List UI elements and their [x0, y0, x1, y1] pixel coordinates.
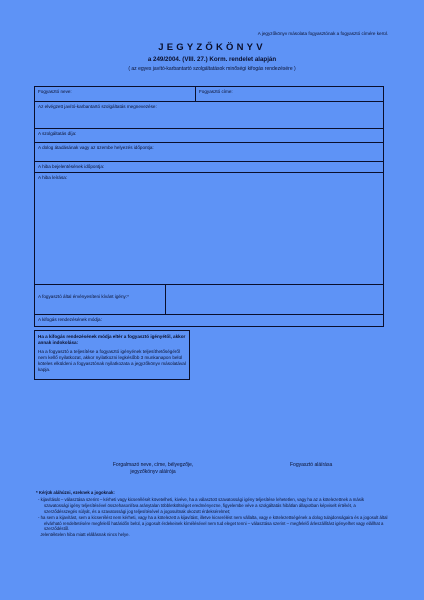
- notice-text: Ha a fogyasztó a teljesítése a fogyasztó igényének teljesíthetőségéről nem kellő nyilatkozat, akkor nyilatkozni legkésőbb 3 munkanapon belül köteles elküldeni a fogyasztónak nyilatkozata a jegyzőkönyv másolatával kapja.: [38, 349, 186, 372]
- service-fee-field[interactable]: [35, 129, 383, 143]
- service-desc-field[interactable]: [35, 102, 383, 129]
- settlement-field[interactable]: [35, 315, 383, 326]
- consumer-claim-field[interactable]: [165, 285, 383, 314]
- consumer-claim-row: [35, 285, 383, 315]
- footnote-title: * Kérjük aláhúzni, ezeknek a jogoknak:: [36, 490, 115, 495]
- settlement-label: A kifogás rendezésének módja:: [38, 317, 102, 322]
- defect-desc-field[interactable]: [35, 173, 383, 285]
- consumer-signature-label: Fogyasztó aláírása: [290, 462, 333, 468]
- consumer-address-field[interactable]: [196, 87, 236, 101]
- legal-basis: a 249/2004. (VIII. 27.) Korm. rendelet alapján: [147, 56, 277, 63]
- service-desc-label: Az elvégzett javító-karbantartó szolgáltatás megnevezése:: [38, 104, 157, 109]
- copy-note: A jegyzőkönyv másolata fogyasztónak a fogyasztó címére kerül.: [257, 31, 388, 36]
- report-form: [34, 86, 384, 327]
- footnote-item: Jelentéktelen hiba miatt elállásnak nincs helye.: [40, 532, 130, 538]
- consumer-address-label: Fogyasztó címe:: [199, 89, 233, 94]
- consumer-row: [35, 87, 383, 102]
- scope-note: ( az egyes javító-karbantartó szolgáltatások minőségi kifogás rendezésére ): [128, 66, 296, 72]
- defect-desc-label: A hiba leírása:: [38, 175, 68, 180]
- seller-signature-label: [88, 462, 218, 476]
- deviation-reason-text: Ha a kifogás rendezésének módja eltér a fogyasztó igényétől, akkor annak indokolása:: [38, 334, 186, 345]
- consumer-claim-label: A fogyasztó által érvényesíteni kívánt igény:*: [38, 294, 129, 299]
- seller-signature-line2: jegyzőkönyv aláírója: [130, 469, 176, 475]
- seller-signature-line1: Forgalmazó neve, címe, bélyegzője,: [112, 462, 194, 468]
- footnote-item: - ha sem a kijavítást, sem a kicserélést nem kérheti, vagy ha a kötelezett a kijavítást, illetve kicserélést nem vállalta, vagy e kötelezettségének a dolog tulajdonságaira és a jogosult által elvárható rendeltetésére megfelelő határidőn belül, a jogosult érdekeinek kímélésével nem tud eleget tenni – választása szerint – megfelelő árleszállítást igényelhet vagy elállhat a szerződéstől.: [38, 514, 388, 532]
- footnote: [36, 490, 388, 538]
- service-fee-label: A szolgáltatás díja:: [38, 131, 77, 136]
- defect-date-field[interactable]: [35, 162, 383, 173]
- document-title: JEGYZŐKÖNYV: [158, 42, 266, 53]
- handover-date-label: A dolog átadásának vagy az üzembe helyezés időpontja:: [38, 145, 154, 150]
- consumer-name-field[interactable]: [35, 87, 196, 101]
- info-box: [34, 330, 190, 380]
- consumer-name-label: Fogyasztó neve:: [38, 89, 72, 94]
- handover-date-field[interactable]: [35, 143, 383, 162]
- defect-date-label: A hiba bejelentésének időpontja:: [38, 164, 105, 169]
- footnote-item: - kijavítását – választása szerint – kérheti vagy kicserélését követelheti, kivéve, ha a választott szavatossági igény teljesítése lehetetlen, vagy ha az a kötelezettnek a másik szavatossági igény teljesítésével összehasonlítva aránytalan többletköltséget eredményezne, figyelembe véve a szolgáltatás hibátlan állapotban képviselt értékét, a szerződésszegés súlyát, és a szavatossági jog teljesítésével a jogosultnak okozott érdeksérelmet;: [38, 496, 365, 514]
